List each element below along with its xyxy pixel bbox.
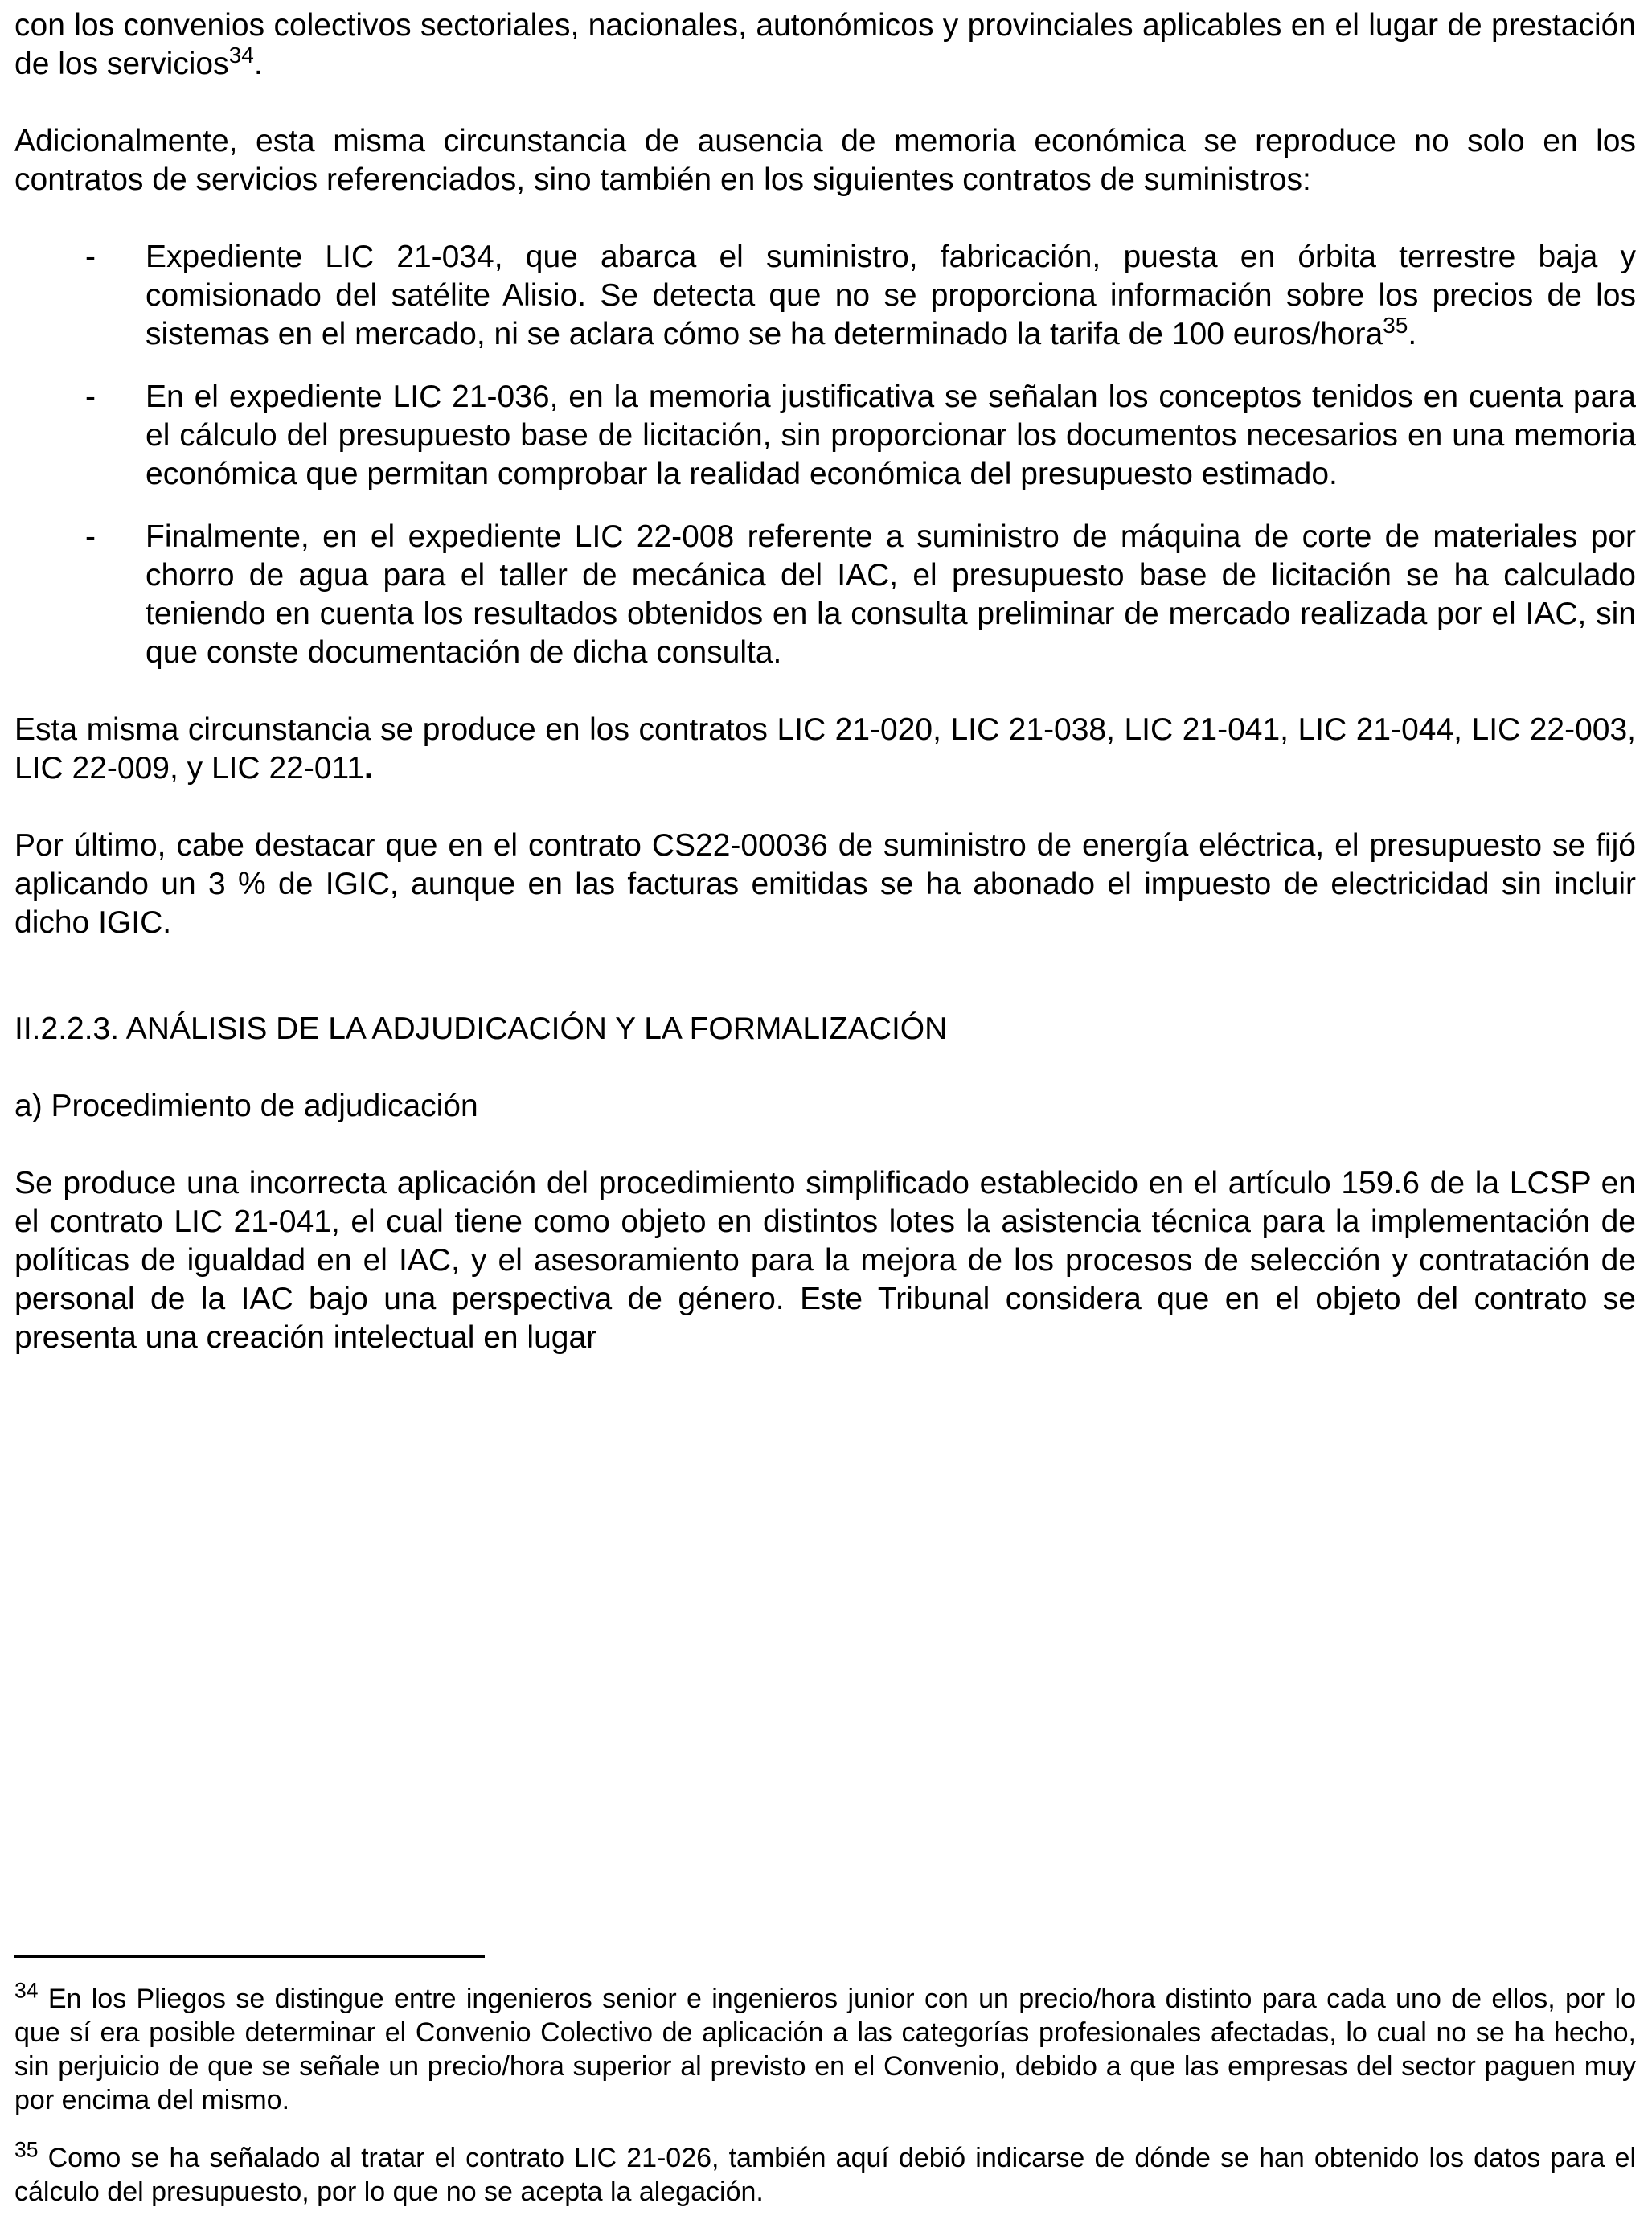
paragraph-intro <box>14 6 1636 84</box>
footnote-35 <box>14 2137 1636 2209</box>
bullet-list <box>14 238 1636 672</box>
paragraph-esta-misma-period: . <box>364 751 373 786</box>
paragraph-esta-misma <box>14 711 1636 788</box>
bullet-item-lic-22-008 <box>14 518 1636 672</box>
paragraph-intro-after: . <box>253 47 263 81</box>
footnote-34-number: 34 <box>14 1978 39 2003</box>
bullet-text: En el expediente LIC 21-036, en la memoria justificativa se señalan los conceptos tenidos en cuenta para el cálculo del presupuesto base de licitación, sin proporcionar los documentos necesarios en una memoria económica que permitan comprobar la realidad económica del presupuesto estimado. <box>146 380 1636 491</box>
bullet-text: Finalmente, en el expediente LIC 22-008 referente a suministro de máquina de corte de materiales por chorro de agua para el taller de mecánica del IAC, el presupuesto base de licitación se ha calculado teniendo en cuenta los resultados obtenidos en la consulta preliminar de mercado realizada por el IAC, sin que conste documentación de dicha consulta. <box>146 519 1636 670</box>
footnote-34 <box>14 1978 1636 2117</box>
paragraph-esta-misma-text: Esta misma circunstancia se produce en los contratos LIC 21-020, LIC 21-038, LIC 21-041, LIC 21-044, LIC 22-003, LIC 22-009, y LIC 22-011 <box>14 712 1636 786</box>
section-heading: II.2.2.3. ANÁLISIS DE LA ADJUDICACIÓN Y LA FORMALIZACIÓN <box>14 1011 948 1046</box>
bullet-dash: - <box>85 240 96 274</box>
footnote-ref-34: 34 <box>228 43 254 68</box>
footnote-35-number: 35 <box>14 2137 39 2162</box>
footnote-34-text: En los Pliegos se distingue entre ingenieros senior e ingenieros junior con un precio/hora distinto para cada uno de ellos, por lo que sí era posible determinar el Convenio Colectivo de aplicación a las categorías profesionales afectadas, lo cual no se ha hecho, sin perjuicio de que se señale un precio/hora superior al previsto en el Convenio, debido a que las empresas del sector paguen muy por encima del mismo. <box>14 1984 1636 2115</box>
footnote-35-text: Como se ha señalado al tratar el contrato LIC 21-026, también aquí debió indicarse de dónde se han obtenido los datos para el cálculo del presupuesto, por lo que no se acepta la alegación. <box>14 2143 1636 2207</box>
subsection-heading: a) Procedimiento de adjudicación <box>14 1089 478 1123</box>
bullet-text-after: . <box>1408 317 1417 351</box>
footnote-section <box>14 1955 1636 2209</box>
footnote-ref-35: 35 <box>1383 313 1408 338</box>
bullet-dash: - <box>85 519 96 554</box>
bullet-dash: - <box>85 380 96 414</box>
paragraph-se-produce: Se produce una incorrecta aplicación del procedimiento simplificado establecido en el artículo 159.6 de la LCSP en el contrato LIC 21-041, el cual tiene como objeto en distintos lotes la asistencia técnica para la implementación de políticas de igualdad en el IAC, y el asesoramiento para la mejora de los procesos de selección y contratación de personal de la IAC bajo una perspectiva de género. Este Tribunal considera que en el objeto del contrato se presenta una creación intelectual en lugar <box>14 1166 1636 1355</box>
bullet-item-lic-21-036 <box>14 378 1636 494</box>
bullet-item-lic-21-034 <box>14 238 1636 354</box>
paragraph-por-ultimo: Por último, cabe destacar que en el contrato CS22-00036 de suministro de energía eléctrica, el presupuesto se fijó aplicando un 3 % de IGIC, aunque en las facturas emitidas se ha abonado el impuesto de electricidad sin incluir dicho IGIC. <box>14 828 1636 940</box>
paragraph-intro-text: con los convenios colectivos sectoriales, nacionales, autonómicos y provinciales aplicables en el lugar de prestación de los servicios <box>14 8 1636 81</box>
bullet-text: Expediente LIC 21-034, que abarca el suministro, fabricación, puesta en órbita terrestre baja y comisionado del satélite Alisio. Se detecta que no se proporciona información sobre los precios de los sistemas en el mercado, ni se aclara cómo se ha determinado la tarifa de 100 euros/hora <box>146 240 1636 351</box>
footnote-separator <box>14 1955 485 1958</box>
paragraph-adicionalmente: Adicionalmente, esta misma circunstancia de ausencia de memoria económica se reproduce no solo en los contratos de servicios referenciados, sino también en los siguientes contratos de suministros: <box>14 124 1636 197</box>
